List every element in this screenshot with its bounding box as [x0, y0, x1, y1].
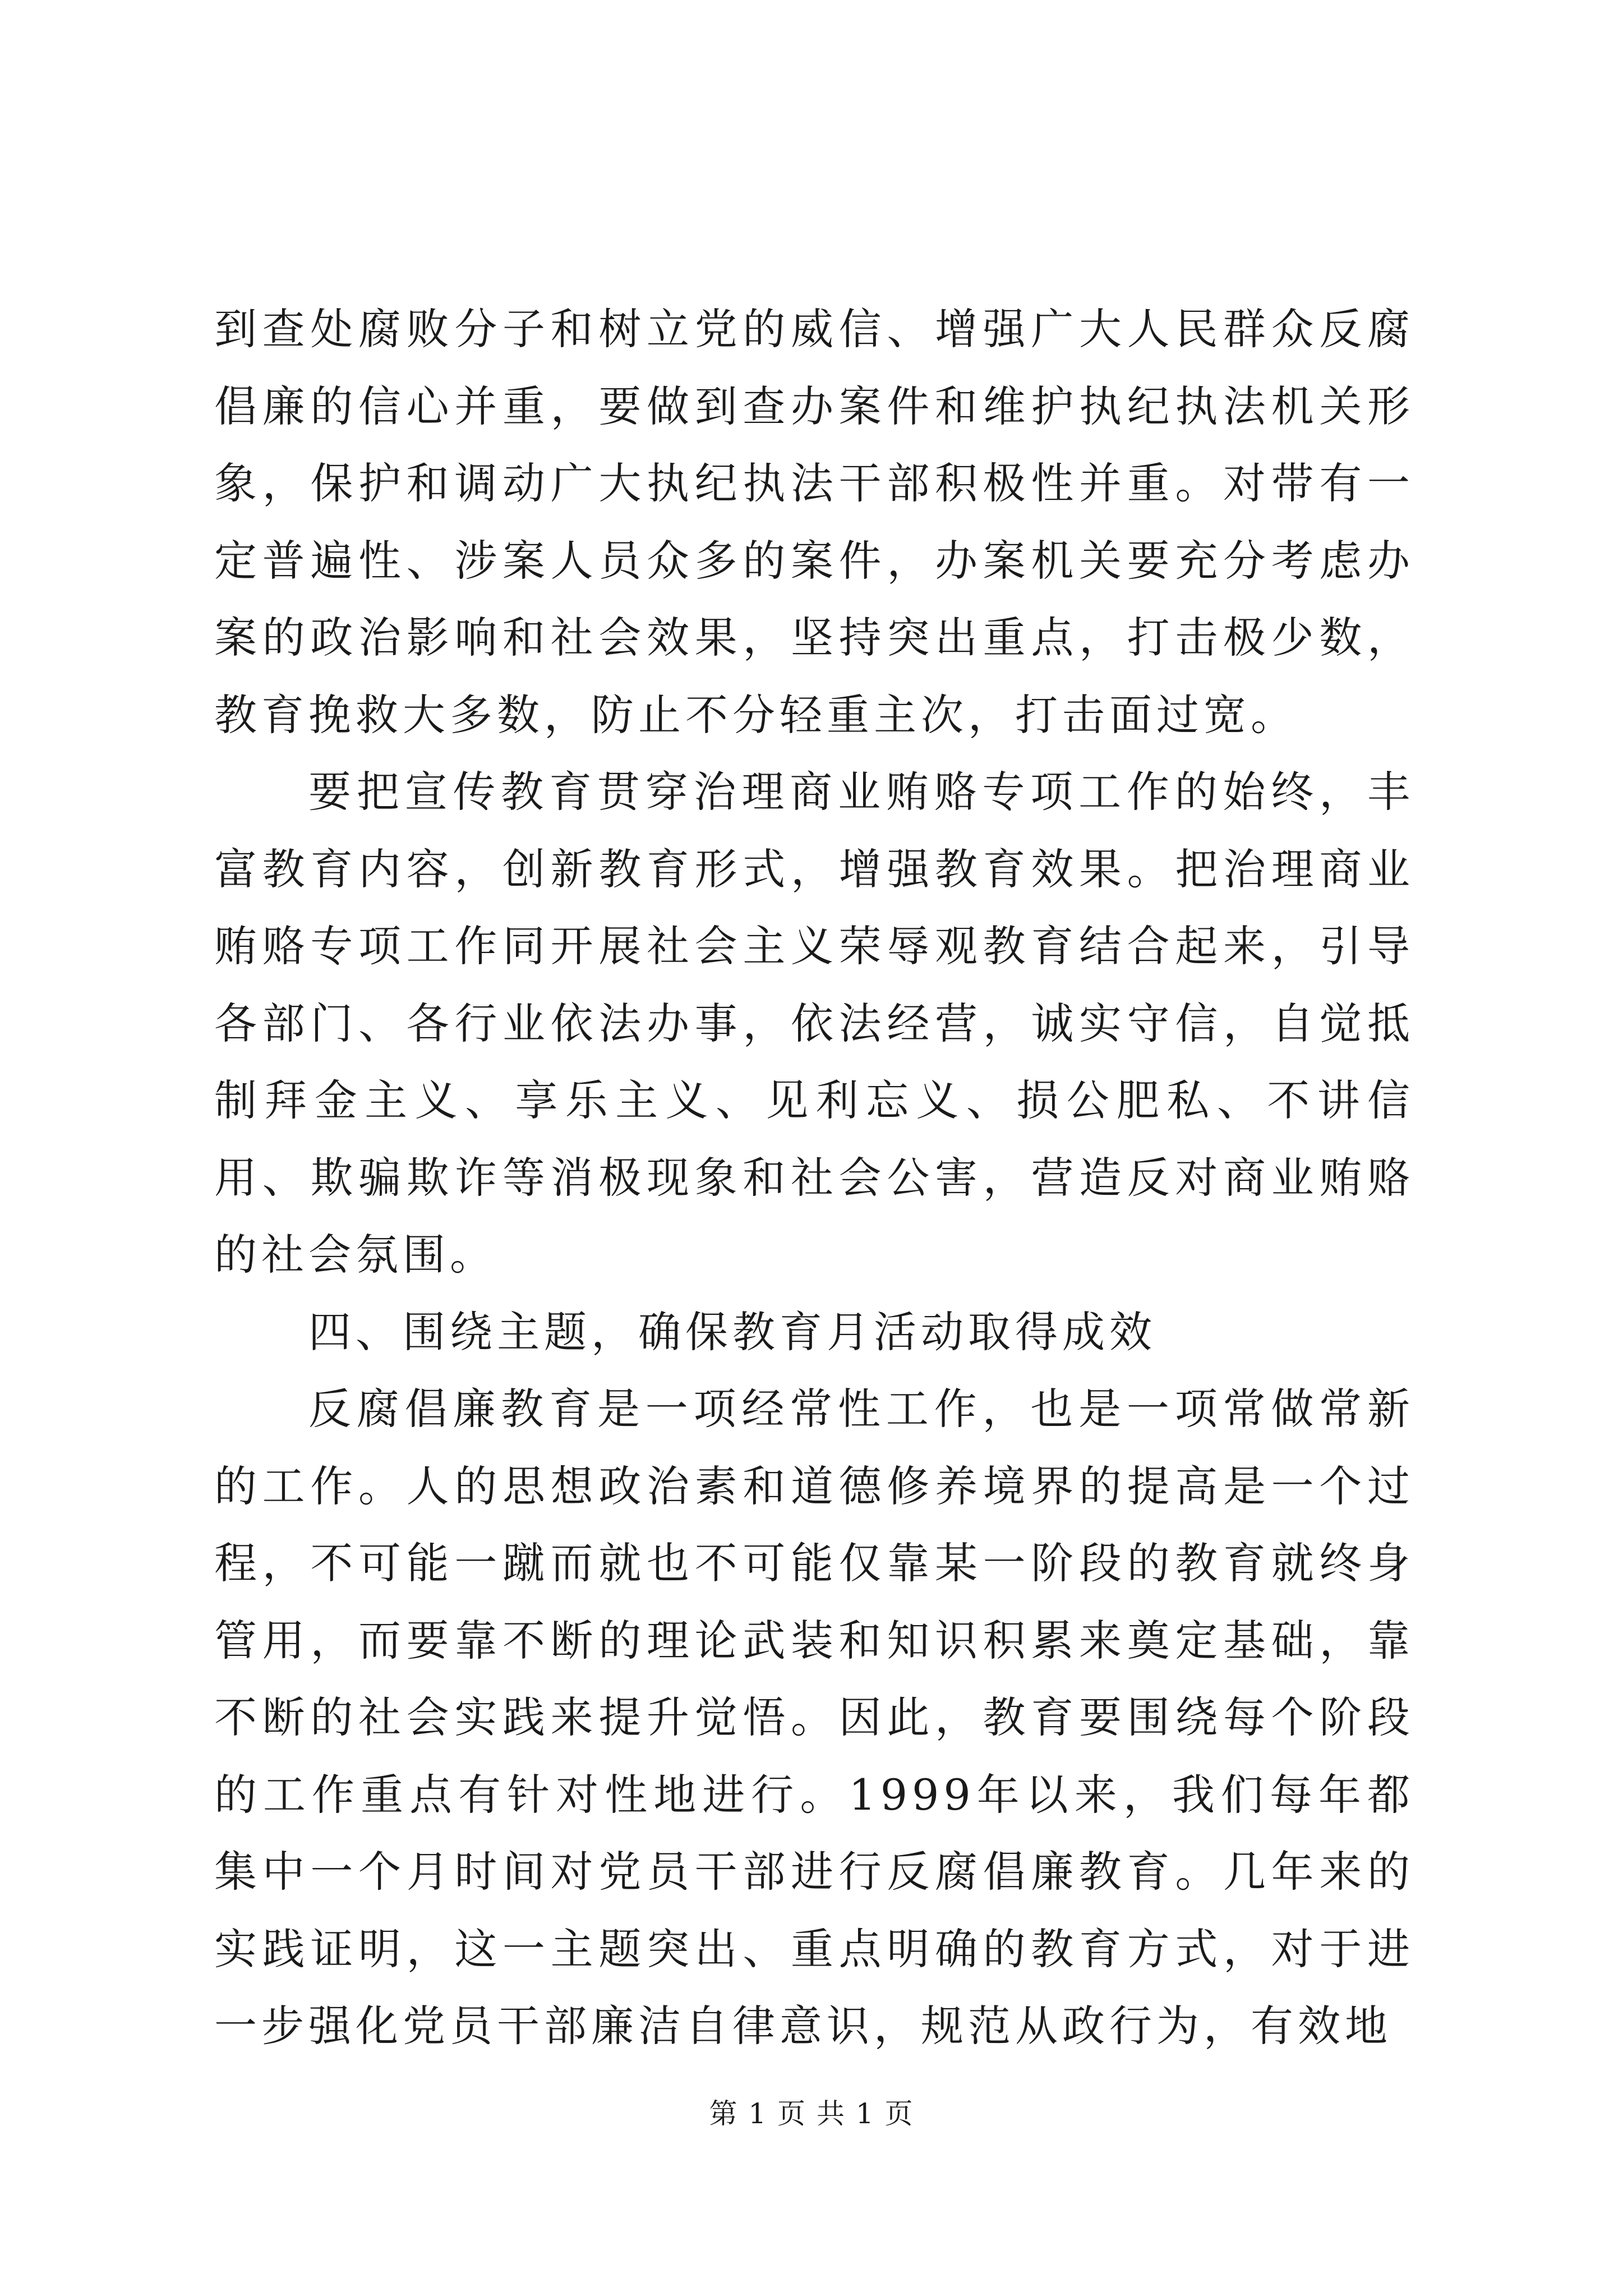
paragraph-1: 到查处腐败分子和树立党的威信、增强广大人民群众反腐倡廉的信心并重，要做到查办案件和维护执纪执法机关形象，保护和调动广大执纪执法干部积极性并重。对带有一定普遍性、涉案人员众多的案件，办案机关要充分考虑办案的政治影响和社会效果，坚持突出重点，打击极少数，教育挽救大多数，防止不分轻重主次，打击面过宽。 [214, 304, 1414, 740]
section-heading: 四、围绕主题，确保教育月活动取得成效 [308, 1306, 1156, 1357]
paragraph-2: 要把宣传教育贯穿治理商业贿赂专项工作的始终，丰富教育内容，创新教育形式，增强教育效果。把治理商业贿赂专项工作同开展社会主义荣辱观教育结合起来，引导各部门、各行业依法办事，依法经营，诚实守信，自觉抵制拜金主义、享乐主义、见利忘义、损公肥私、不讲信用、欺骗欺诈等消极现象和社会公害，营造反对商业贿赂的社会氛围。 [214, 767, 1414, 1280]
document-body [214, 291, 1414, 2065]
paragraph-3: 反腐倡廉教育是一项经常性工作，也是一项常做常新的工作。人的思想政治素和道德修养境界的提高是一个过程，不可能一蹴而就也不可能仅靠某一阶段的教育就终身管用，而要靠不断的理论武装和知识积累来奠定基础，靠不断的社会实践来提升觉悟。因此，教育要围绕每个阶段的工作重点有针对性地进行。1999年以来，我们每年都集中一个月时间对党员干部进行反腐倡廉教育。几年来的实践证明，这一主题突出、重点明确的教育方式，对于进一步强化党员干部廉洁自律意识，规范从政行为，有效地 [214, 1384, 1414, 2051]
page-footer: 第 1 页 共 1 页 [709, 2097, 914, 2130]
